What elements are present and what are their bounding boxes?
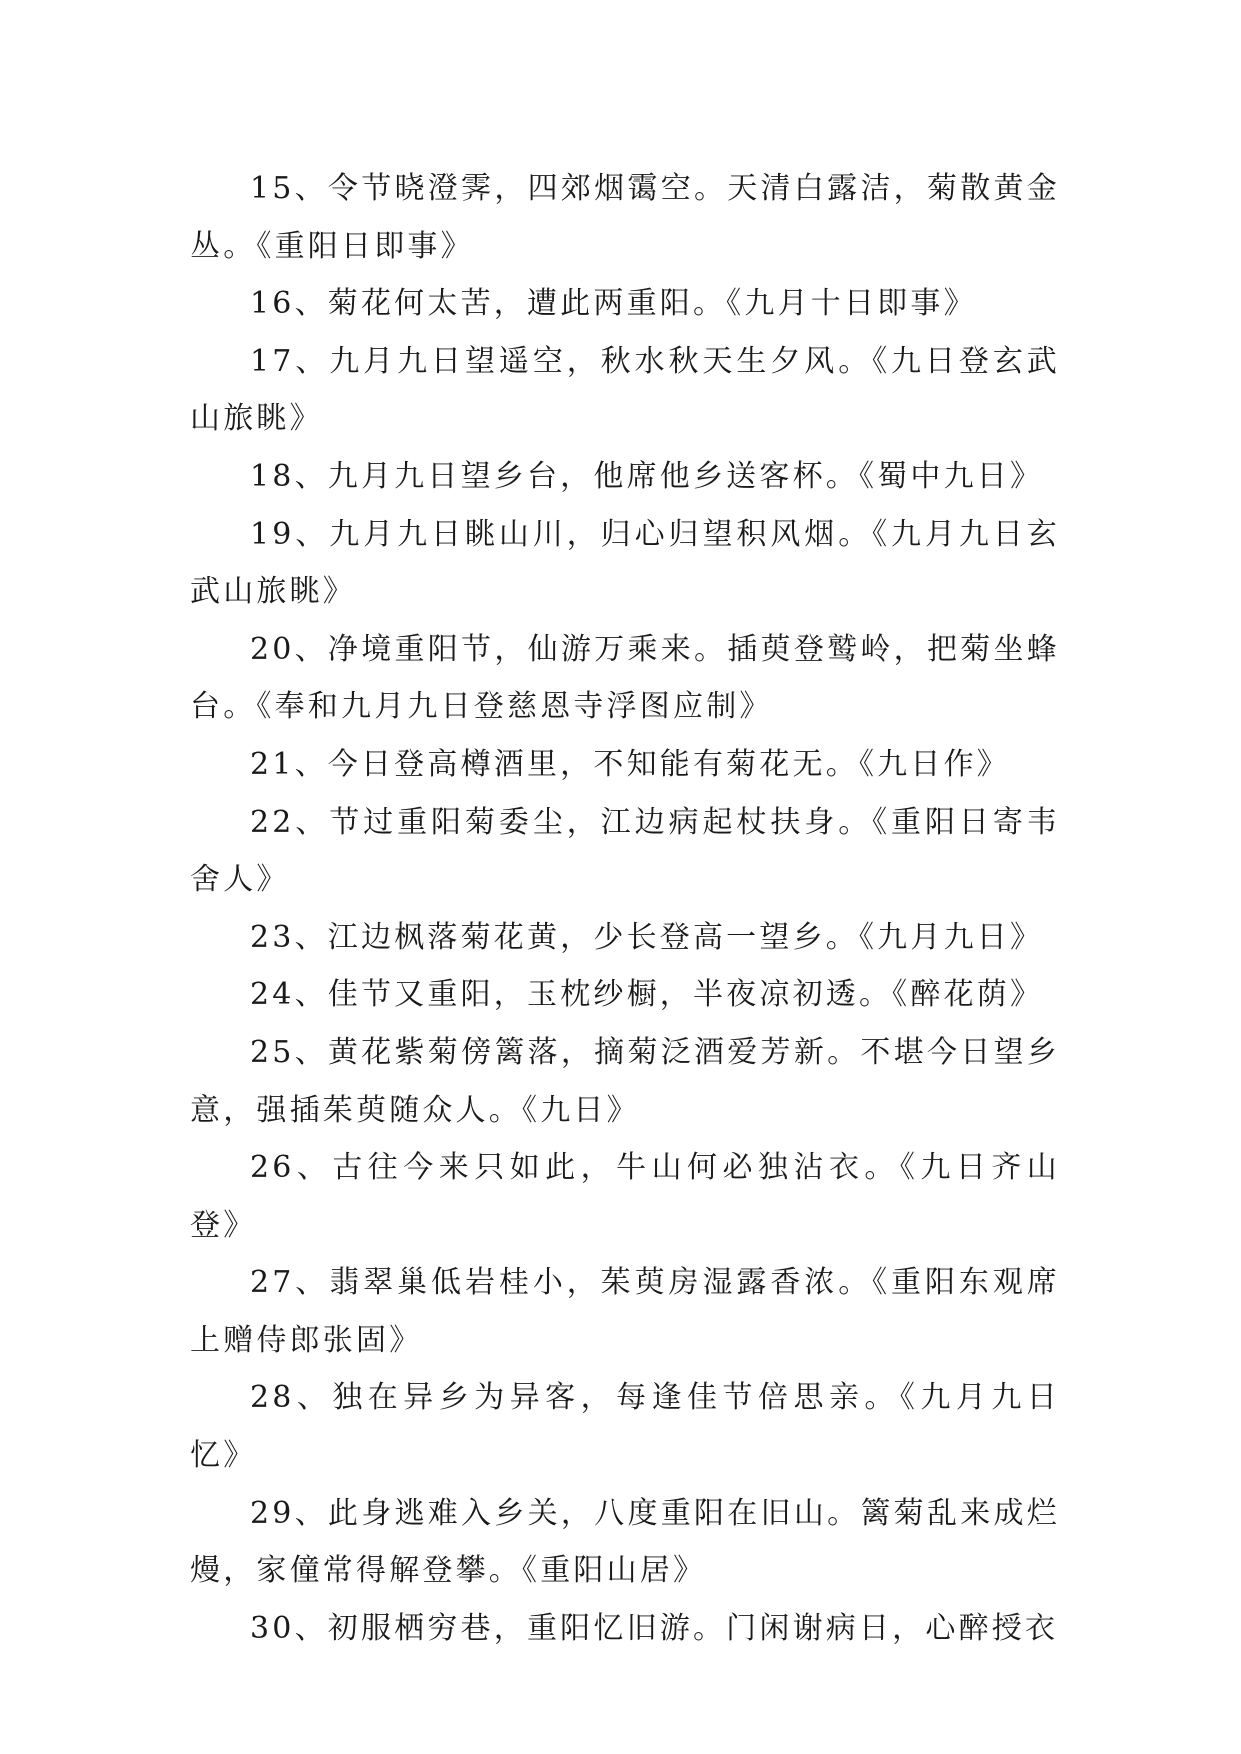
poem-line-29: 29、此身逃难入乡关，八度重阳在旧山。篱菊乱来成烂熳，家僮常得解登攀。《重阳山居》 bbox=[190, 1495, 1060, 1589]
poem-line-21: 21、今日登高樽酒里，不知能有菊花无。《九日作》 bbox=[250, 746, 1010, 782]
poem-line-18: 18、九月九日望乡台，他席他乡送客杯。《蜀中九日》 bbox=[250, 458, 1044, 494]
poem-line-26: 26、古往今来只如此，牛山何必独沾衣。《九日齐山登》 bbox=[190, 1150, 1060, 1243]
poem-line-30: 30、初服栖穷巷，重阳忆旧游。门闲谢病日，心醉授衣 bbox=[250, 1610, 1059, 1646]
poem-line-19: 19、九月九日眺山川，归心归望积风烟。《九月九日玄武山旅眺》 bbox=[190, 516, 1060, 610]
poem-line-17: 17、九月九日望遥空，秋水秋天生夕风。《九日登玄武山旅眺》 bbox=[190, 343, 1060, 437]
poem-line-22: 22、节过重阳菊委尘，江边病起杖扶身。《重阳日寄韦舍人》 bbox=[190, 804, 1060, 898]
poem-line-27: 27、翡翠巢低岩桂小，茱萸房湿露香浓。《重阳东观席上赠侍郎张固》 bbox=[190, 1265, 1060, 1358]
poem-line-24: 24、佳节又重阳，玉枕纱橱，半夜凉初透。《醉花荫》 bbox=[250, 977, 1044, 1013]
poem-line-15: 15、令节晓澄霁，四郊烟霭空。天清白露洁，菊散黄金丛。《重阳日即事》 bbox=[190, 171, 1060, 264]
poem-line-28: 28、独在异乡为异客，每逢佳节倍思亲。《九月九日忆》 bbox=[190, 1380, 1060, 1474]
poem-line-16: 16、菊花何太苦，遭此两重阳。《九月十日即事》 bbox=[250, 286, 977, 322]
poem-line-23: 23、江边枫落菊花黄，少长登高一望乡。《九月九日》 bbox=[250, 919, 1044, 955]
poem-line-20: 20、净境重阳节，仙游万乘来。插萸登鹫岭，把菊坐蜂台。《奉和九月九日登慈恩寺浮图应制》 bbox=[190, 631, 1060, 725]
poem-line-25: 25、黄花紫菊傍篱落，摘菊泛酒爱芳新。不堪今日望乡意，强插茱萸随众人。《九日》 bbox=[190, 1034, 1060, 1128]
poem-list bbox=[190, 160, 1060, 1657]
